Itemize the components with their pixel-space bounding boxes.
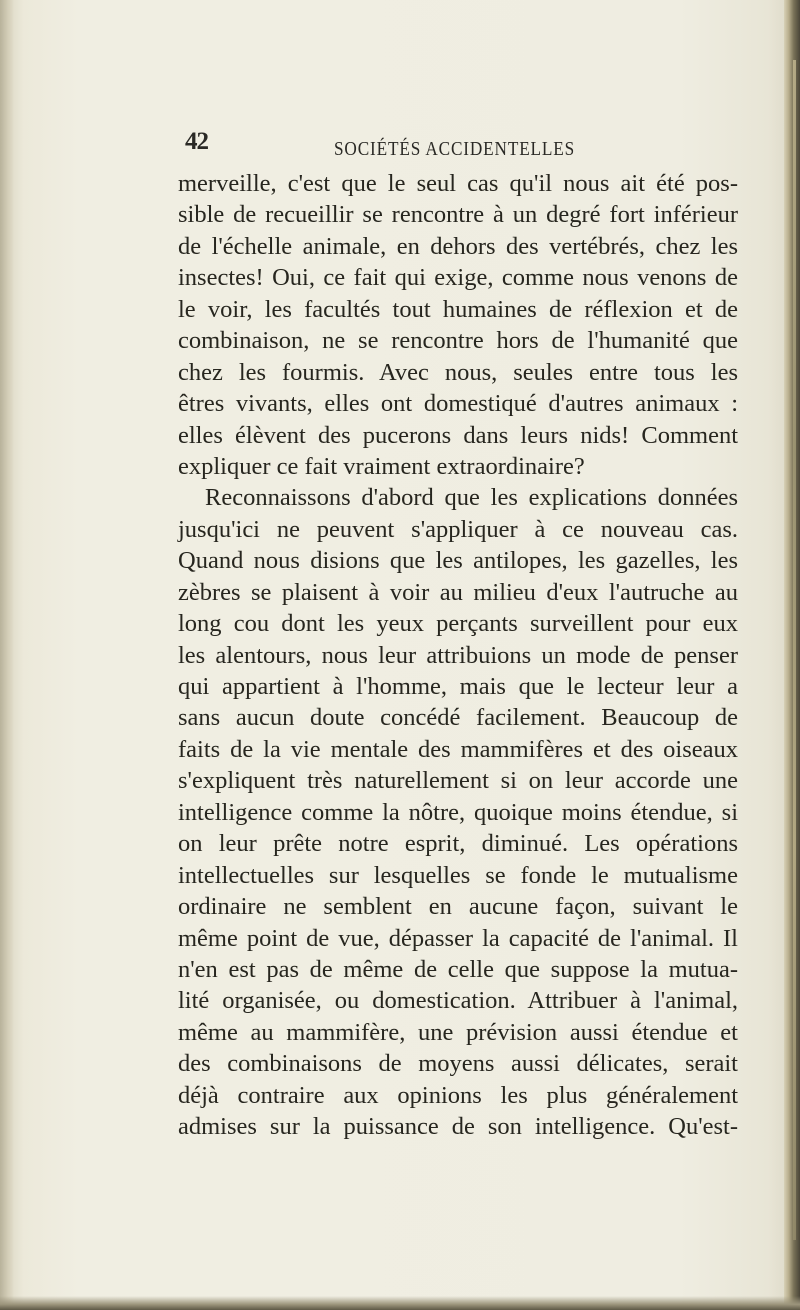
text-line: zèbres se plaisent à voir au milieu d'eux l'autruche au bbox=[178, 578, 738, 606]
page-number: 42 bbox=[185, 128, 208, 155]
book-binding-edge bbox=[784, 0, 800, 1310]
text-line: le voir, les facultés tout humaines de réflexion et de bbox=[178, 295, 738, 323]
text-line: combinaison, ne se rencontre hors de l'humanité que bbox=[178, 327, 738, 355]
text-line: merveille, c'est que le seul cas qu'il nous ait été pos- bbox=[178, 170, 738, 197]
page-left-edge bbox=[0, 0, 14, 1310]
text-line: long cou dont les yeux perçants surveillent pour eux bbox=[178, 610, 738, 638]
text-line: Quand nous disions que les antilopes, les gazelles, les bbox=[178, 547, 738, 575]
text-line: intellectuelles sur lesquelles se fonde le mutualisme bbox=[178, 861, 738, 889]
text-line: de l'échelle animale, en dehors des vertébrés, chez les bbox=[178, 232, 738, 260]
running-title: SOCIÉTÉS ACCIDENTELLES bbox=[334, 138, 576, 160]
text-line: des combinaisons de moyens aussi délicates, serait bbox=[178, 1050, 738, 1078]
text-line: s'expliquent très naturellement si on leur accorde une bbox=[178, 767, 738, 795]
text-line: les alentours, nous leur attribuions un mode de penser bbox=[178, 641, 738, 669]
text-line: n'en est pas de même de celle que suppose la mutua- bbox=[178, 955, 738, 983]
text-line: qui appartient à l'homme, mais que le lecteur leur a bbox=[178, 673, 738, 700]
text-line: sible de recueillir se rencontre à un degré fort inférieur bbox=[178, 201, 738, 229]
text-line: admises sur la puissance de son intelligence. Qu'est- bbox=[178, 1113, 738, 1141]
text-line: même point de vue, dépasser la capacité de l'animal. Il bbox=[178, 924, 738, 952]
text-line: chez les fourmis. Avec nous, seules entre tous les bbox=[178, 358, 738, 386]
text-line: Reconnaissons d'abord que les explications données bbox=[205, 484, 738, 512]
text-line: sans aucun doute concédé facilement. Beaucoup de bbox=[178, 704, 738, 732]
body-text bbox=[178, 168, 738, 1143]
text-line: déjà contraire aux opinions les plus généralement bbox=[178, 1081, 738, 1109]
text-line: êtres vivants, elles ont domestiqué d'autres animaux : bbox=[178, 390, 738, 418]
text-line: insectes! Oui, ce fait qui exige, comme nous venons de bbox=[178, 264, 738, 292]
text-line: même au mammifère, une prévision aussi étendue et bbox=[178, 1018, 738, 1046]
text-line: jusqu'ici ne peuvent s'appliquer à ce nouveau cas. bbox=[178, 515, 738, 543]
text-line: lité organisée, ou domestication. Attribuer à l'animal, bbox=[178, 987, 738, 1015]
text-line: on leur prête notre esprit, diminué. Les opérations bbox=[178, 830, 738, 858]
text-line: expliquer ce fait vraiment extraordinaire? bbox=[178, 452, 585, 480]
binding-highlight bbox=[793, 60, 796, 1240]
text-line: intelligence comme la nôtre, quoique moins étendue, si bbox=[178, 798, 738, 826]
page-bottom-edge bbox=[0, 1296, 800, 1310]
text-line: elles élèvent des pucerons dans leurs nids! Comment bbox=[178, 421, 738, 449]
text-line: ordinaire ne semblent en aucune façon, suivant le bbox=[178, 893, 738, 921]
text-line: faits de la vie mentale des mammifères et des oiseaux bbox=[178, 735, 738, 763]
